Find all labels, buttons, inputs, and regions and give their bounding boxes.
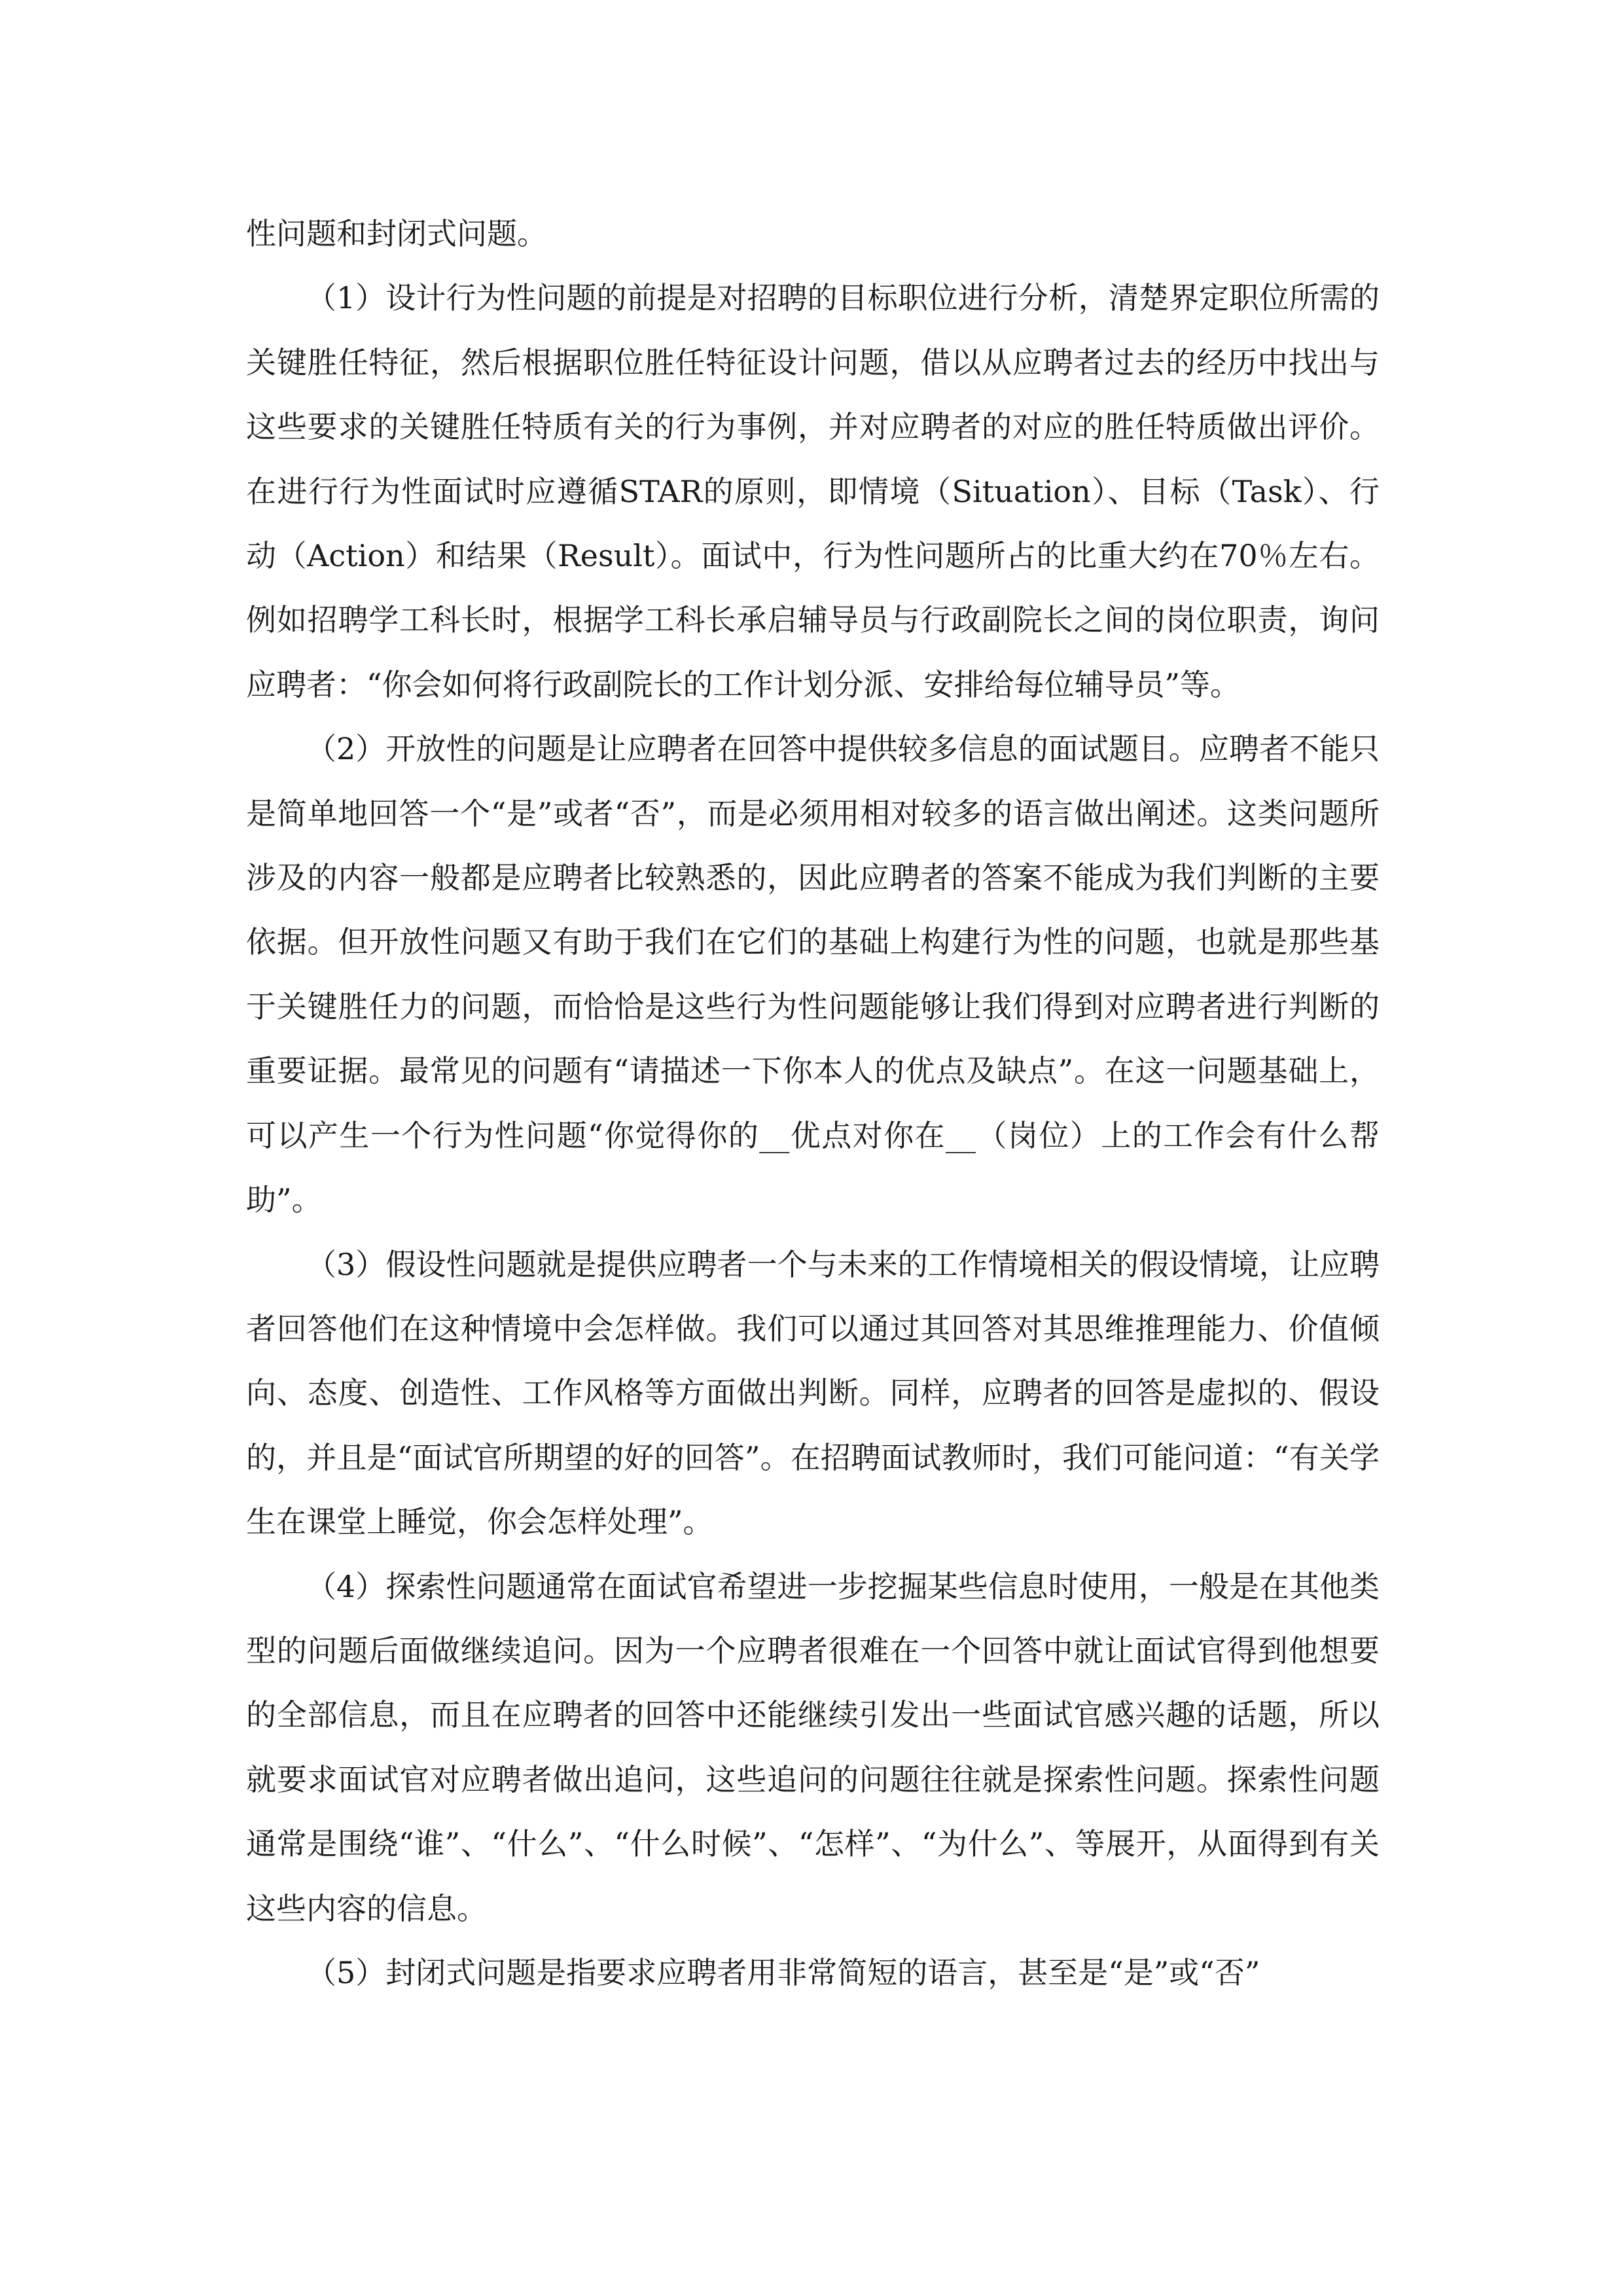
paragraph-hypothetical-questions: （3）假设性问题就是提供应聘者一个与未来的工作情境相关的假设情境，让应聘者回答他们在这种情境中会怎样做。我们可以通过其回答对其思维推理能力、价值倾向、态度、创造性、工作风格等方面做出判断。同样，应聘者的回答是虚拟的、假设的，并且是“面试官所期望的好的回答”。在招聘面试教师时，我们可能问道：“有关学生在课堂上睡觉，你会怎样处理”。 (246, 1246, 1380, 1540)
paragraph-behavioral-questions: （1）设计行为性问题的前提是对招聘的目标职位进行分析，清楚界定职位所需的关键胜任特征，然后根据职位胜任特征设计问题，借以从应聘者过去的经历中找出与这些要求的关键胜任特质有关的行为事例，并对应聘者的对应的胜任特质做出评价。在进行行为性面试时应遵循STAR的原则，即情境（Situation）、目标（Task）、行动（Action）和结果（Result）。面试中，行为性问题所占的比重大约在70％左右。例如招聘学工科长时，根据学工科长承启辅导员与行政副院长之间的岗位职责，询问应聘者：“你会如何将行政副院长的工作计划分派、安排给每位辅导员”等。 (246, 280, 1380, 702)
paragraph-probing-questions: （4）探索性问题通常在面试官希望进一步挖掘某些信息时使用，一般是在其他类型的问题后面做继续追问。因为一个应聘者很难在一个回答中就让面试官得到他想要的全部信息，而且在应聘者的回答中还能继续引发出一些面试官感兴趣的话题，所以就要求面试官对应聘者做出追问，这些追问的问题往往就是探索性问题。探索性问题通常是围绕“谁”、“什么”、“什么时候”、“怎样”、“为什么”、等展开，从面得到有关这些内容的信息。 (246, 1568, 1380, 1926)
paragraph-continued: 性问题和封闭式问题。 (246, 216, 547, 251)
paragraph-closed-questions: （5）封闭式问题是指要求应聘者用非常简短的语言，甚至是“是”或“否” (306, 1954, 1260, 1990)
paragraph-open-questions: （2）开放性的问题是让应聘者在回答中提供较多信息的面试题目。应聘者不能只是简单地回答一个“是”或者“否”，而是必须用相对较多的语言做出阐述。这类问题所涉及的内容一般都是应聘者比较熟悉的，因此应聘者的答案不能成为我们判断的主要依据。但开放性问题又有助于我们在它们的基础上构建行为性的问题，也就是那些基于关键胜任力的问题，而恰恰是这些行为性问题能够让我们得到对应聘者进行判断的重要证据。最常见的问题有“请描述一下你本人的优点及缺点”。在这一问题基础上，可以产生一个行为性问题“你觉得你的__优点对你在__（岗位）上的工作会有什么帮助”。 (246, 731, 1380, 1218)
body-text (246, 202, 1380, 2005)
